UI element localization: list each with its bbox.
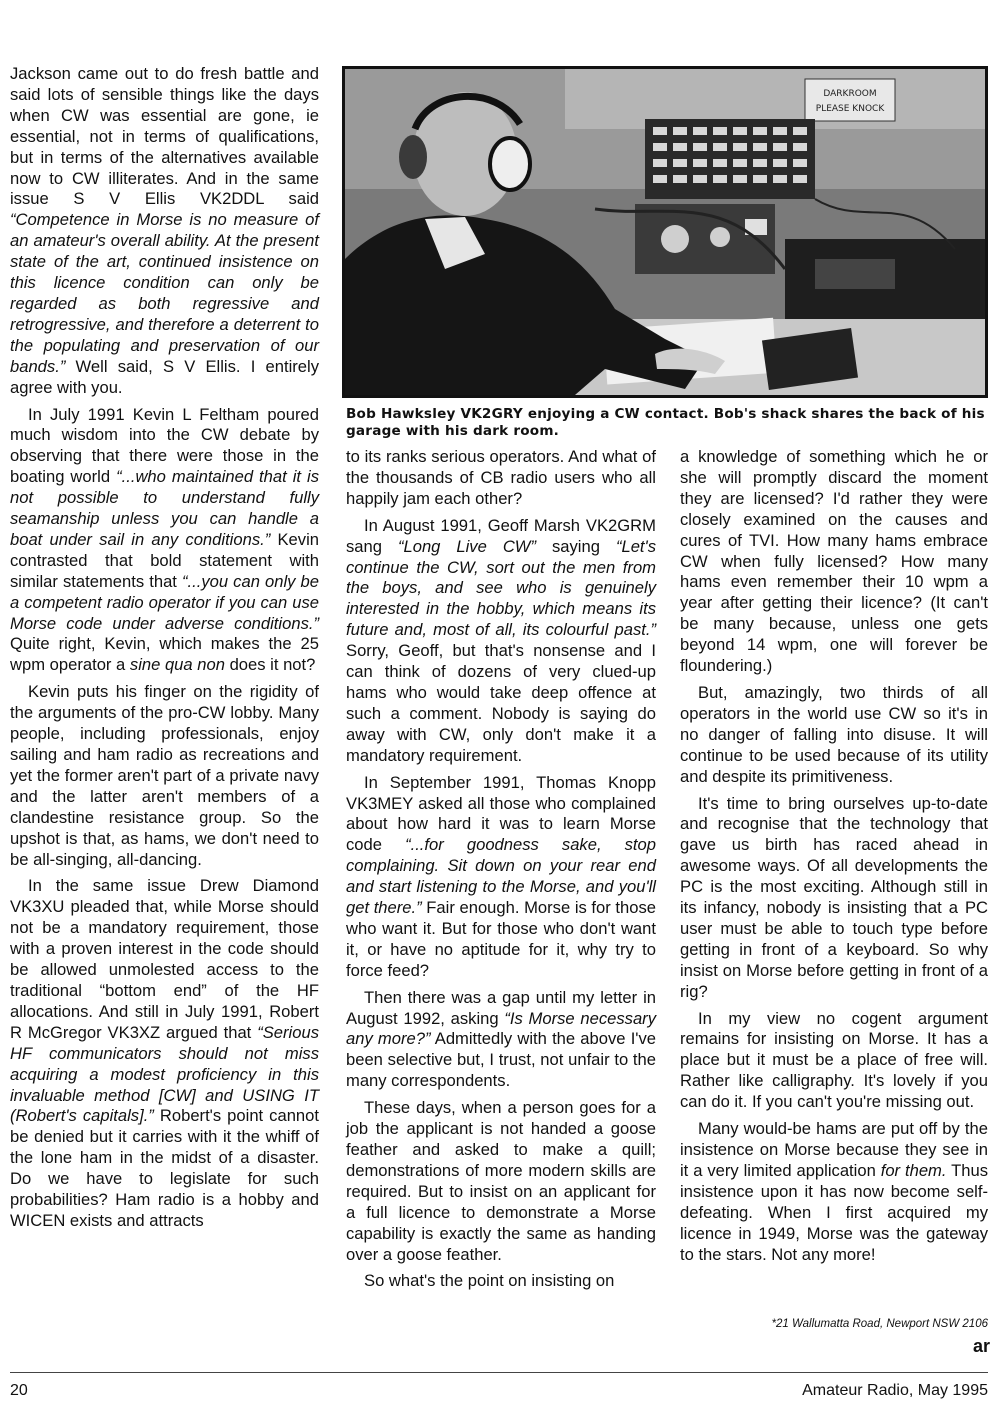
photo-operator-at-radio: [342, 66, 988, 398]
page-number: 20: [10, 1382, 28, 1399]
paragraph: In the same issue Drew Diamond VK3XU pleaded that, while Morse should not be a mandatory requirement, those with a proven interest in the code should be allowed unmolested access to the traditional “bottom end” of the HF allocations. And still in July 1991, Robert R McGregor VK3XZ argued that “Serious HF communicators should not miss acquiring a modest proficiency in this invaluable method [CW] and USING IT (Robert's capitals].” Robert's point cannot be denied but it carries with it the whiff of the lone ham in the midst of a disaster. Do we have to legislate for such probabilities? Ham radio is a hobby and WICEN exists and attracts: [10, 876, 320, 1230]
sign-text-darkroom: DARKROOM: [823, 89, 877, 99]
paragraph: Kevin puts his finger on the rigidity of the arguments of the pro-CW lobby. Many people, including professionals, enjoy sailing and ham radio as recreations and yet the former aren't part of a private navy and the latter aren't members of a clandestine resistance group. So the upshot is that, as hams, we don't need to be all-singing, all-dancing.: [10, 682, 319, 869]
paragraph: In July 1991 Kevin L Feltham poured much wisdom into the CW debate by observing that there were those in the boating world “...who maintained that it is not possible to understand fully seamanship unless you can handle a boat under sail in any conditions.” Kevin contrasted that bold statement with similar statements that “...you can only be a competent radio operator if you can use Morse code under adverse conditions.” Quite right, Kevin, which makes the 25 wpm operator a sine qua non does it not?: [10, 404, 319, 675]
photo-illustration: [345, 69, 985, 395]
article-column-1: [10, 64, 319, 1238]
paragraph: In September 1991, Thomas Knopp VK3MEY asked all those who complained about how hard it was to learn Morse code “...for goodness sake, stop complaining. Sit down on your rear end and start listening to the Morse, and you'll get there.” Fair enough. Morse is for those who want it. But for those who don't want it, or have no aptitude for it, why try to force feed?: [346, 772, 657, 980]
sign-text-knock: PLEASE KNOCK: [815, 104, 885, 114]
paragraph: Jackson came out to do fresh battle and said lots of sensible things like the days when CW was essential are gone, ie essential, not in terms of qualifications, but in terms of the alternatives available now to CW illiterates. And in the same issue S V Ellis VK2DDL said “Competence in Morse is no measure of an amateur's overall ability. At the present state of the art, continued insistence on this licence condition can only be regarded as both regressive and retrogressive, and therefore a deterrent to the populating and preservation of our bands.” Well said, S V Ellis. I entirely agree with you.: [10, 64, 319, 397]
author-address: *21 Wallumatta Road, Newport NSW 2106: [771, 1318, 988, 1330]
paragraph: Many would-be hams are put off by the insistence on Morse because they see in it a very limited application for them. Thus insistence upon it has now become self-defeating. When I first acquired my licence in 1949, Morse was the gateway to the stars. Not any more!: [680, 1119, 988, 1264]
article-end-mark: ar: [972, 1336, 990, 1356]
publication-footer: Amateur Radio, May 1995: [802, 1382, 988, 1399]
paragraph: So what's the point on insisting on: [364, 1271, 615, 1291]
article-column-2: [346, 447, 656, 1298]
paragraph: It's time to bring ourselves up-to-date and recognise that the technology that gave us birth has raced ahead in awesome ways. Of all developments the PC is the most exciting. Although still in its infancy, nobody is insisting that a PC user must be able to touch type before getting in front of a keyboard. So why insist on Morse before getting in front of a rig?: [680, 793, 988, 1001]
paragraph: These days, when a person goes for a job the applicant is not handed a goose feather and asked to make a quill; demonstrations of more modern skills are required. But to insist on an applicant for a full licence to demonstrate a Morse capability is exactly the same as handing over a goose feather.: [346, 1098, 656, 1264]
article-column-3: [680, 447, 988, 1271]
paragraph: In August 1991, Geoff Marsh VK2GRM sang “Long Live CW” saying “Let's continue the CW, sort out the men from the boys, and see who is genuinely interested in the hobby, which means its future and, most of all, its colourful past.” Sorry, Geoff, but that's nonsense and I can think of dozens of very clued-up hams who would take deep offence at such a comment. Nobody is saying do away with CW, only don't make it a mandatory requirement.: [346, 515, 656, 765]
photo-caption: Bob Hawksley VK2GRY enjoying a CW contact. Bob's shack shares the back of his garage with his dark room.: [346, 406, 985, 439]
paragraph: to its ranks serious operators. And what of the thousands of CB radio users who all happily jam each other?: [346, 447, 656, 508]
footer-rule: [10, 1372, 988, 1373]
paragraph: a knowledge of something which he or she will promptly discard the moment they are licensed? I'd rather they were closely examined on the causes and cures of TVI. How many hams embrace CW when fully licensed? How many hams even remember their 10 wpm a year after getting their licence? (It can't be many because, unless one gets beyond 14 wpm, one will forever be floundering.): [680, 447, 988, 676]
paragraph: Then there was a gap until my letter in August 1992, asking “Is Morse necessary any more?” Admittedly with the above I've been selective but, I trust, not unfair to the many correspondents.: [346, 987, 656, 1091]
paragraph: In my view no cogent argument remains for insisting on Morse. It has a place but it must be a place of free will. Rather like calligraphy. It's lovely if you can do it. If you can't you're missing out.: [680, 1008, 988, 1112]
paragraph: But, amazingly, two thirds of all operators in the world use CW so it's in no danger of falling into disuse. It will continue to be used because of its utility and despite its primitiveness.: [680, 682, 988, 786]
